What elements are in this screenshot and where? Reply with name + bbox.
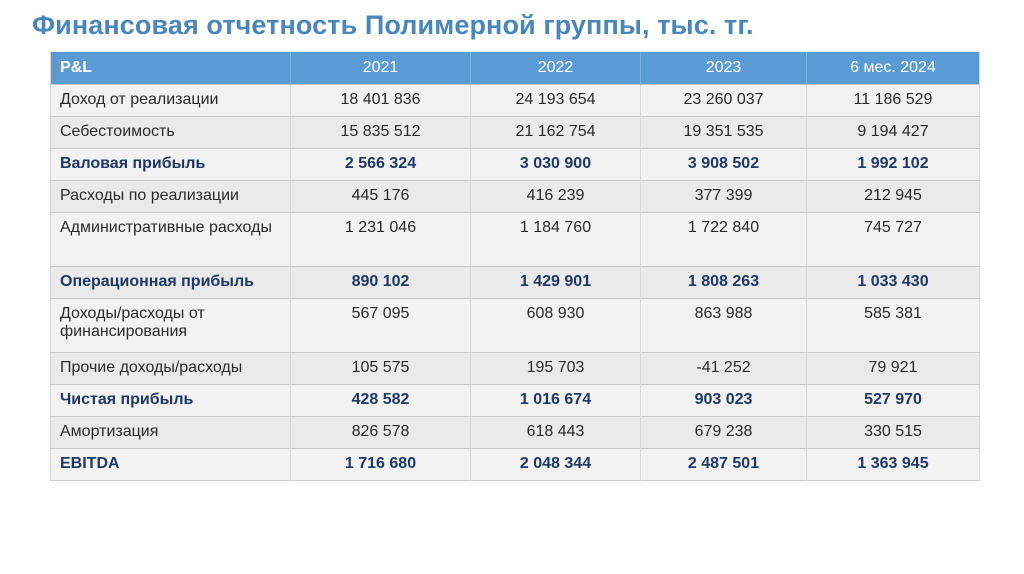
column-header-pl: P&L — [51, 52, 291, 85]
cell-value: 679 238 — [641, 417, 807, 449]
cell-value: 1 722 840 — [641, 213, 807, 267]
cell-value: 9 194 427 — [807, 117, 980, 149]
column-header-2021: 2021 — [291, 52, 471, 85]
cell-value: 608 930 — [471, 299, 641, 353]
cell-value: 863 988 — [641, 299, 807, 353]
row-label: Валовая прибыль — [51, 149, 291, 181]
cell-value: 618 443 — [471, 417, 641, 449]
cell-value: 212 945 — [807, 181, 980, 213]
cell-value: 15 835 512 — [291, 117, 471, 149]
column-header-6m-2024: 6 мес. 2024 — [807, 52, 980, 85]
pl-table — [50, 52, 980, 481]
cell-value: 3 908 502 — [641, 149, 807, 181]
cell-value: 1 429 901 — [471, 267, 641, 299]
table-row — [51, 417, 980, 449]
cell-value: 1 716 680 — [291, 449, 471, 481]
row-label: Расходы по реализации — [51, 181, 291, 213]
cell-value: 903 023 — [641, 385, 807, 417]
cell-value: 105 575 — [291, 353, 471, 385]
cell-value: 416 239 — [471, 181, 641, 213]
cell-value: 23 260 037 — [641, 85, 807, 117]
row-label: EBITDA — [51, 449, 291, 481]
cell-value: 11 186 529 — [807, 85, 980, 117]
row-label: Прочие доходы/расходы — [51, 353, 291, 385]
table-row — [51, 181, 980, 213]
cell-value: 527 970 — [807, 385, 980, 417]
table-row — [51, 267, 980, 299]
table-row — [51, 449, 980, 481]
cell-value: 21 162 754 — [471, 117, 641, 149]
cell-value: 1 363 945 — [807, 449, 980, 481]
page-title: Финансовая отчетность Полимерной группы, тыс. тг. — [32, 10, 754, 40]
table-row — [51, 299, 980, 353]
cell-value: 585 381 — [807, 299, 980, 353]
cell-value: 330 515 — [807, 417, 980, 449]
column-header-2022: 2022 — [471, 52, 641, 85]
cell-value: 445 176 — [291, 181, 471, 213]
table-row — [51, 353, 980, 385]
cell-value: 2 487 501 — [641, 449, 807, 481]
cell-value: 19 351 535 — [641, 117, 807, 149]
cell-value: 1 231 046 — [291, 213, 471, 267]
cell-value: 745 727 — [807, 213, 980, 267]
row-label: Доход от реализации — [51, 85, 291, 117]
cell-value: 3 030 900 — [471, 149, 641, 181]
cell-value: 1 184 760 — [471, 213, 641, 267]
cell-value: 428 582 — [291, 385, 471, 417]
cell-value: 79 921 — [807, 353, 980, 385]
table-row — [51, 385, 980, 417]
cell-value: 567 095 — [291, 299, 471, 353]
cell-value: 1 808 263 — [641, 267, 807, 299]
table-row — [51, 117, 980, 149]
table-row — [51, 213, 980, 267]
table-header-row — [51, 52, 980, 85]
cell-value: 195 703 — [471, 353, 641, 385]
cell-value: 890 102 — [291, 267, 471, 299]
cell-value: 18 401 836 — [291, 85, 471, 117]
cell-value: 1 033 430 — [807, 267, 980, 299]
column-header-2023: 2023 — [641, 52, 807, 85]
row-label: Операционная прибыль — [51, 267, 291, 299]
cell-value: 377 399 — [641, 181, 807, 213]
cell-value: 1 992 102 — [807, 149, 980, 181]
cell-value: 2 566 324 — [291, 149, 471, 181]
cell-value: 1 016 674 — [471, 385, 641, 417]
row-label: Доходы/расходы от финансирования — [51, 299, 291, 353]
cell-value: 2 048 344 — [471, 449, 641, 481]
cell-value: 24 193 654 — [471, 85, 641, 117]
table-row — [51, 149, 980, 181]
row-label: Административные расходы — [51, 213, 291, 267]
cell-value: 826 578 — [291, 417, 471, 449]
row-label: Себестоимость — [51, 117, 291, 149]
cell-value: -41 252 — [641, 353, 807, 385]
table-row — [51, 85, 980, 117]
row-label: Чистая прибыль — [51, 385, 291, 417]
row-label: Амортизация — [51, 417, 291, 449]
